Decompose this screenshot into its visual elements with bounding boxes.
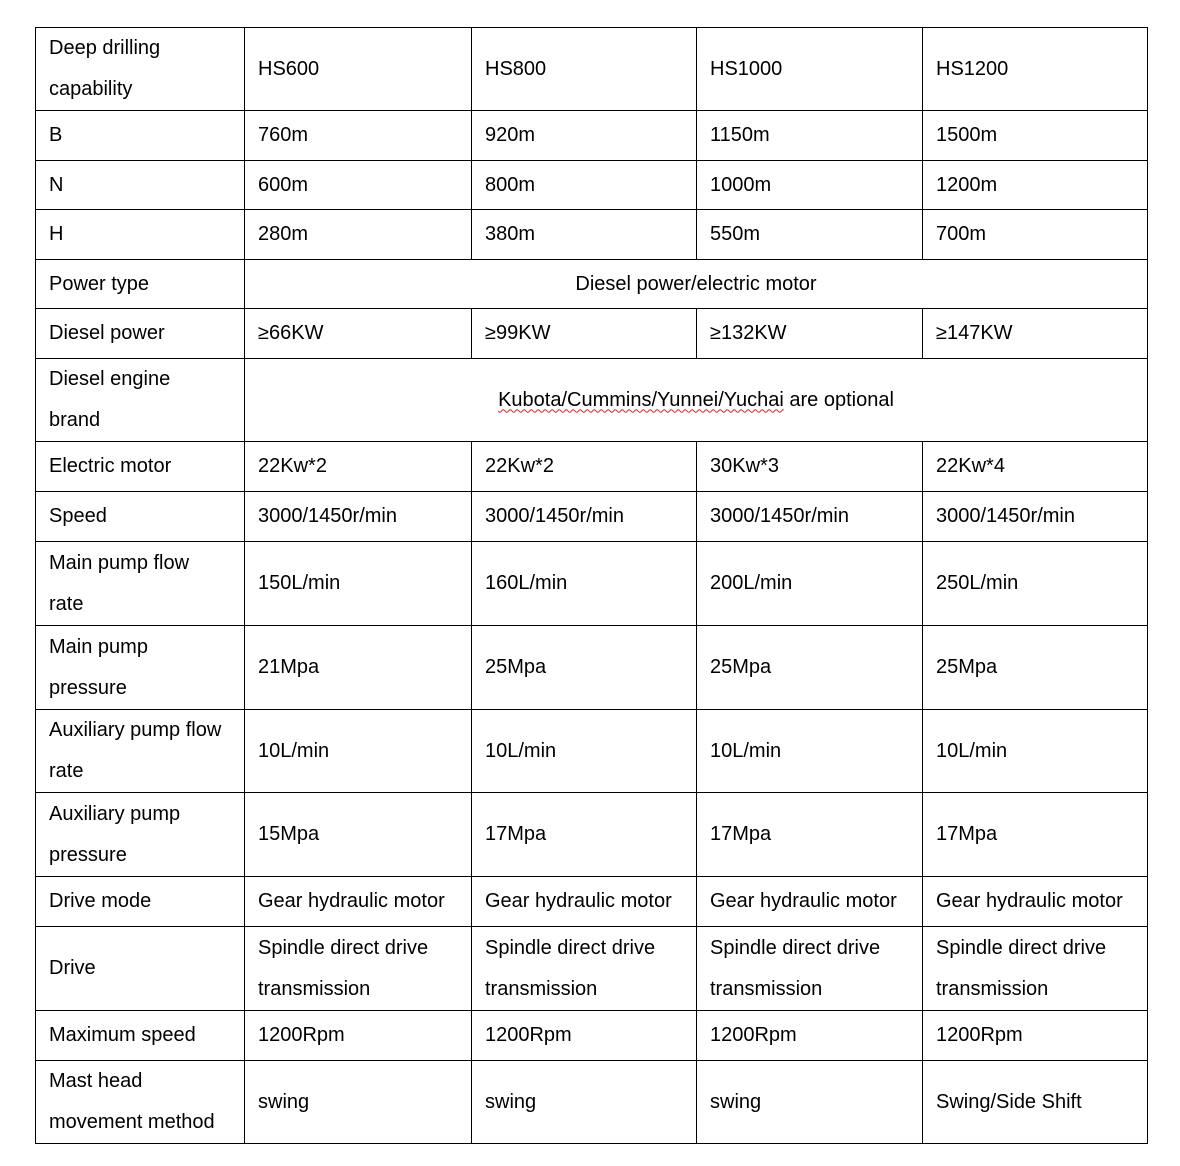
model-header: HS1000 (697, 28, 923, 111)
model-header: HS1200 (923, 28, 1148, 111)
value-cell: 1000m (697, 161, 923, 210)
value-cell: 380m (472, 210, 697, 260)
value-cell: 25Mpa (697, 626, 923, 710)
table-row (36, 626, 1148, 710)
row-label: Diesel power (36, 309, 245, 359)
value-cell: 10L/min (245, 710, 472, 793)
row-label: Deep drilling capability (36, 28, 245, 111)
table-row (36, 710, 1148, 793)
value-cell: 1200Rpm (245, 1011, 472, 1061)
table-row (36, 260, 1148, 309)
value-cell: 150L/min (245, 542, 472, 626)
row-label (36, 359, 245, 442)
row-label-text: Main pump flow rate (49, 551, 190, 615)
value-cell: ≥99KW (472, 309, 697, 359)
value-cell: 600m (245, 161, 472, 210)
value-cell: 3000/1450r/min (245, 492, 472, 542)
row-label-text: Diesel engine brand (49, 368, 171, 431)
specifications-table (35, 27, 1148, 1144)
value-cell: ≥66KW (245, 309, 472, 359)
table-row (36, 111, 1148, 161)
value-cell: 3000/1450r/min (697, 492, 923, 542)
row-label: Power type (36, 260, 245, 309)
value-cell: 1200Rpm (697, 1011, 923, 1061)
row-label (36, 626, 245, 710)
value-cell: 22Kw*4 (923, 442, 1148, 492)
row-label: Drive mode (36, 877, 245, 927)
row-label-text: Mast head movement method (49, 1070, 215, 1133)
table-row (36, 927, 1148, 1011)
value-cell: 1200m (923, 161, 1148, 210)
table-row (36, 793, 1148, 877)
table-row (36, 309, 1148, 359)
value-cell: swing (245, 1061, 472, 1144)
value-text: Spindle direct drive transmission (485, 936, 656, 1000)
value-cell: 17Mpa (697, 793, 923, 877)
value-cell: Gear hydraulic motor (245, 877, 472, 927)
value-cell: swing (472, 1061, 697, 1144)
value-cell: 15Mpa (245, 793, 472, 877)
value-cell: 1150m (697, 111, 923, 161)
row-label: Drive (36, 927, 245, 1011)
value-cell: 1200Rpm (472, 1011, 697, 1061)
value-cell (245, 927, 472, 1011)
value-cell: 550m (697, 210, 923, 260)
value-cell (472, 927, 697, 1011)
value-cell: 25Mpa (923, 626, 1148, 710)
value-cell: 800m (472, 161, 697, 210)
value-cell: 280m (245, 210, 472, 260)
value-cell: 1200Rpm (923, 1011, 1148, 1061)
value-cell: 21Mpa (245, 626, 472, 710)
value-cell: 700m (923, 210, 1148, 260)
value-cell: Gear hydraulic motor (697, 877, 923, 927)
row-label (36, 1061, 245, 1144)
table-row (36, 442, 1148, 492)
merged-value-cell: Diesel power/electric motor (245, 260, 1148, 309)
value-cell: 17Mpa (472, 793, 697, 877)
value-cell (697, 927, 923, 1011)
value-text: Spindle direct drive transmission (936, 936, 1107, 1000)
value-cell: Gear hydraulic motor (923, 877, 1148, 927)
table-row (36, 492, 1148, 542)
value-cell (923, 927, 1148, 1011)
row-label-text: Auxiliary pump pressure (49, 802, 181, 866)
value-cell: Swing/Side Shift (923, 1061, 1148, 1144)
value-cell: 10L/min (697, 710, 923, 793)
row-label: B (36, 111, 245, 161)
value-cell: 250L/min (923, 542, 1148, 626)
row-label: Maximum speed (36, 1011, 245, 1061)
row-label: H (36, 210, 245, 260)
row-label (36, 793, 245, 877)
header-row (36, 28, 1148, 111)
value-cell: 22Kw*2 (245, 442, 472, 492)
row-label: N (36, 161, 245, 210)
value-cell: swing (697, 1061, 923, 1144)
table-row (36, 1011, 1148, 1061)
row-label-text: Auxiliary pump flow rate (49, 719, 222, 782)
value-cell: 760m (245, 111, 472, 161)
value-cell: 160L/min (472, 542, 697, 626)
value-cell: 3000/1450r/min (472, 492, 697, 542)
value-cell: 10L/min (472, 710, 697, 793)
value-text: Spindle direct drive transmission (710, 936, 881, 1000)
value-cell: 10L/min (923, 710, 1148, 793)
value-cell: 17Mpa (923, 793, 1148, 877)
engine-brands: Kubota/Cummins/Yunnei/Yuchai (498, 388, 784, 411)
row-label: Speed (36, 492, 245, 542)
table-row (36, 542, 1148, 626)
table-row (36, 161, 1148, 210)
value-cell: 25Mpa (472, 626, 697, 710)
value-cell: Gear hydraulic motor (472, 877, 697, 927)
value-cell: ≥132KW (697, 309, 923, 359)
value-text: Spindle direct drive transmission (258, 936, 429, 1000)
row-label: Electric motor (36, 442, 245, 492)
value-cell: 22Kw*2 (472, 442, 697, 492)
value-cell: 30Kw*3 (697, 442, 923, 492)
value-cell: 1500m (923, 111, 1148, 161)
value-cell: 3000/1450r/min (923, 492, 1148, 542)
row-label-text: Main pump pressure (49, 635, 148, 699)
table-row (36, 1061, 1148, 1144)
row-label (36, 542, 245, 626)
table-row (36, 210, 1148, 260)
model-header: HS600 (245, 28, 472, 111)
merged-value-cell (245, 359, 1148, 442)
table-row (36, 877, 1148, 927)
value-cell: 920m (472, 111, 697, 161)
optional-suffix: are optional (783, 388, 894, 411)
value-cell: 200L/min (697, 542, 923, 626)
value-cell: ≥147KW (923, 309, 1148, 359)
row-label (36, 710, 245, 793)
table-row (36, 359, 1148, 442)
model-header: HS800 (472, 28, 697, 111)
